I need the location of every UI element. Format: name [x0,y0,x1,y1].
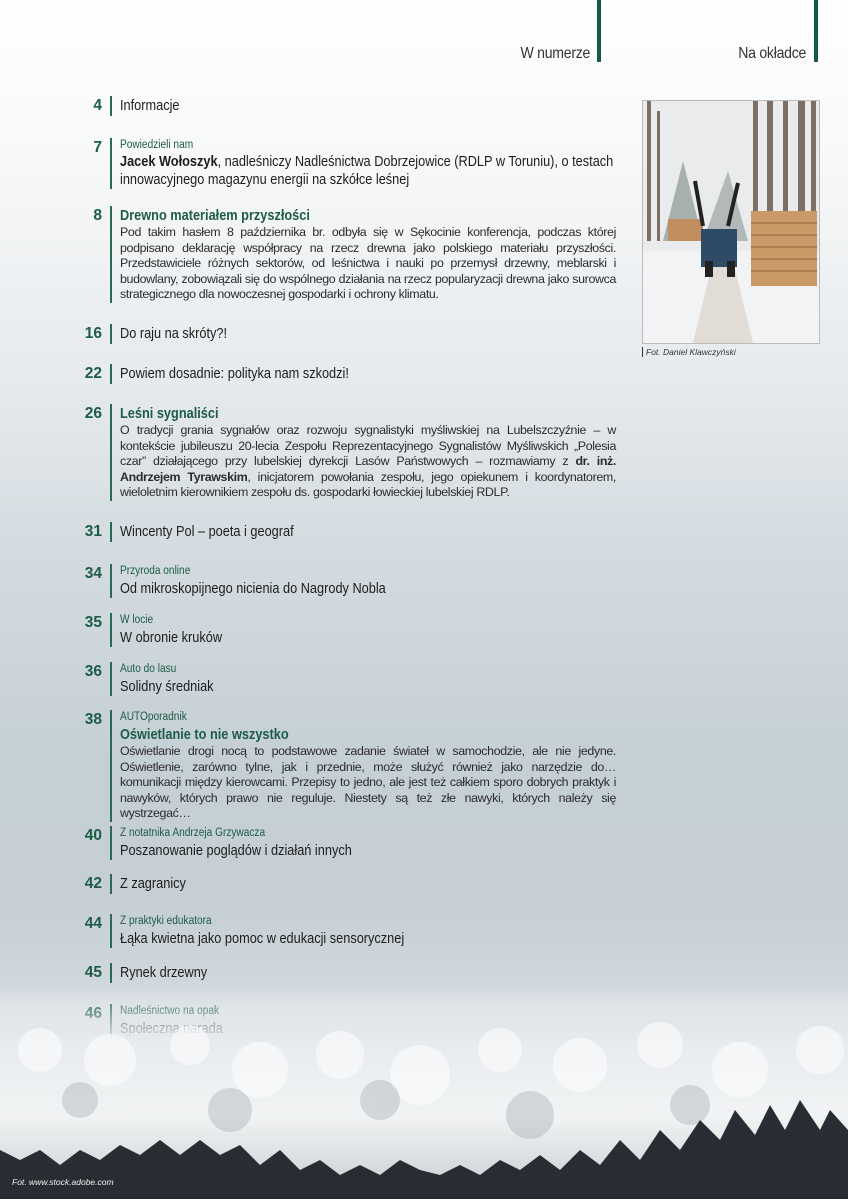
entry-title: Solidny średniak [120,678,214,695]
entry-category: W locie [120,614,154,626]
header-rule-cover [814,0,818,62]
page-number: 26 [84,405,102,422]
background-photo-credit: Fot. www.stock.adobe.com [12,1177,114,1187]
toc-entry[interactable] [84,613,616,647]
toc-entry[interactable] [84,826,616,860]
page-number: 4 [93,97,102,114]
entry-category: Z praktyki edukatora [120,915,212,927]
person-name: dr. inż. Andrzejem Tyrawskim [120,454,616,484]
entry-title: Leśni sygnaliści [120,405,219,422]
page-number: 34 [84,565,102,582]
entry-title: Rynek drzewny [120,964,208,981]
entry-category: Powiedzieli nam [120,139,194,151]
page-number: 8 [93,207,102,224]
page-number: 45 [84,964,102,981]
entry-title: Od mikroskopijnego nicienia do Nagrody Nobla [120,580,386,597]
toc-entry[interactable] [84,404,616,501]
toc-entry[interactable] [84,564,616,598]
entry-title: Drewno materiałem przyszłości [120,207,310,224]
page-number: 38 [84,711,102,728]
person-name: Jacek Wołoszyk [120,153,218,170]
entry-category: Auto do lasu [120,663,177,675]
toc-entry[interactable] [84,364,616,384]
entry-title: Wincenty Pol – poeta i geograf [120,523,294,540]
page-number: 31 [84,523,102,540]
cover-photo-credit: Fot. Daniel Klawczyński [642,347,736,357]
entry-description: Jacek Wołoszyk, nadleśniczy Nadleśnictwa Dobrzejowice (RDLP w Toruniu), o testach innowacyjnego magazynu energii na szkółce leśnej [120,153,614,188]
toc-entry[interactable] [84,522,616,542]
toc-entry[interactable] [84,324,616,344]
page-number: 40 [84,827,102,844]
page-number: 22 [84,365,102,382]
entry-category: AUTOporadnik [120,711,187,723]
entry-title: Do raju na skróty?! [120,325,228,342]
entry-title: Informacje [120,97,180,114]
cover-photo-illustration [643,101,819,343]
entry-title: Oświetlanie to nie wszystko [120,726,289,743]
toc-entry[interactable] [84,206,616,303]
page-number: 35 [84,614,102,631]
entry-description: O tradycji grania sygnałów oraz rozwoju sygnalistyki myśliwskiej na Lubelszczyźnie – w kontekście jubileuszu 20-lecia Zespołu Reprezentacyjnego Sygnalistów Myśliwskich „Polesia czar” działającego przy lubelskiej dyrekcji Lasów Państwowych – rozmawiamy z dr. inż. Andrzejem Tyrawskim, inicjatorem powołania zespołu, jego opiekunem i koordynatorem, wieloletnim kierownikiem zespołu ds. gospodarki łowieckiej lubelskiej RDLP. [120,423,616,500]
toc-entry[interactable] [84,874,616,894]
header-rule-section [597,0,601,62]
entry-title: Poszanowanie poglądów i działań innych [120,842,352,859]
entry-title: W obronie kruków [120,629,223,646]
toc-entry[interactable] [84,914,616,948]
background-forest-photo [0,990,848,1199]
forest-illustration [0,990,848,1199]
entry-title: Powiem dosadnie: polityka nam szkodzi! [120,365,349,382]
toc-entry[interactable] [84,710,616,822]
toc-entry[interactable] [84,662,616,696]
toc-entry[interactable] [84,963,616,983]
page-number: 44 [84,915,102,932]
page-number: 7 [93,139,102,156]
cover-label: Na okładce [738,45,806,62]
entry-title: Łąka kwietna jako pomoc w edukacji sensorycznej [120,930,405,947]
entry-description: Oświetlanie drogi nocą to podstawowe zadanie świateł w samochodzie, ale nie jedyne. Oświetlenie, zarówno tylne, jak i przednie, może służyć również jako narzędzie do… komunikacji między kierowcami. Przepisy to jedno, ale jest też całkiem sporo dobrych praktyk i nawyków, których prawo nie reguluje. Niestety są też złe nawyki, których należy się wystrzegać… [120,744,616,821]
entry-category: Z notatnika Andrzeja Grzywacza [120,827,266,839]
cover-photo [642,100,820,344]
entry-title: Z zagranicy [120,875,186,892]
toc-entry[interactable] [84,96,616,116]
toc-entry[interactable] [84,138,616,189]
page-number: 16 [84,325,102,342]
page-number: 42 [84,875,102,892]
section-label: W numerze [520,45,590,62]
page-number: 36 [84,663,102,680]
entry-category: Przyroda online [120,565,191,577]
entry-description: Pod takim hasłem 8 października br. odbyła się w Sękocinie konferencja, podczas której podpisano deklarację współpracy na rzecz drewna jako polskiego materiału przyszłości. Przedstawiciele różnych sektorów, od leśnictwa i nauki po przemysł drzewny, meblarski i budowlany, zobowiązali się do wspólnego działania na rzecz popularyzacji drewna jako surowca strategicznego dla nowoczesnej gospodarki i ochrony klimatu. [120,225,616,302]
